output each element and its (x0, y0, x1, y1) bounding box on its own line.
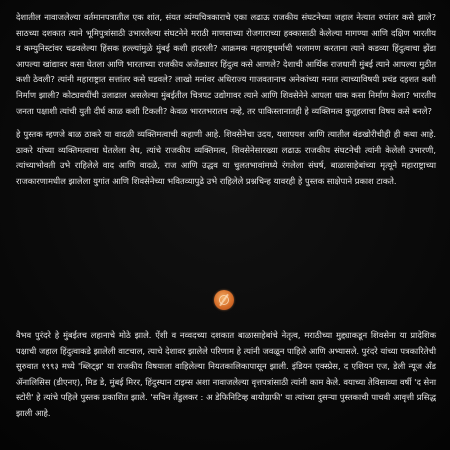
blurb-paragraph-2: हे पुस्तक म्हणजे बाळ ठाकरे या वादळी व्यक्तिमत्वाची कहाणी आहे. शिवसेनेचा उदय, यशापयश आणि त्यातील बंडखोरीचीही ही कथा आहे. ठाकरे यांच्या व्यक्तिमत्वाचा घेतलेला वेध, त्यांचे राजकीय व्यक्तिमत्व, शिवसेनेसारख्या लढाऊ राजकीय संघटनेची त्यांनी केलेली उभारणी, त्यांच्याभोवती उभे राहिलेले वाद आणि वादळे, राज आणि उद्धव या चुलतभावांमध्ये रंगलेला संघर्ष, बाळासाहेबांच्या मृत्यूने महाराष्ट्राच्या राजकारणामधील झालेला युगांत आणि शिवसेनेच्या भवितव्यापुढे उभे राहिलेले प्रश्नचिन्ह यावरही हे पुस्तक साक्षेपाने प्रकाश टाकते. (16, 129, 436, 186)
author-bio-paragraph: वैभव पुरंदरे हे मुंबईतच लहानाचे मोठे झाले. ऐंशी व नव्वदच्या दशकात बाळासाहेबांचे नेतृत्व, मराठीच्या मुद्द्याकडून शिवसेना या प्रादेशिक पक्षाची जहाल हिंदुत्वाकडे झालेली वाटचाल, त्याचे देशावर झालेले परिणाम हे त्यांनी जवळून पाहिले आणि अभ्यासले. पुरंदरे यांच्या पत्रकारितेची सुरुवात १९९३ मध्ये 'ब्लिट्झ' या राजकीय विषयाला वाहिलेल्या नियतकालिकापासून झाली. इंडियन एक्स्प्रेस, द एशियन एज, डेली न्यूज अँड ॲनालिसिस (डीएनए), मिड डे, मुंबई मिरर, हिंदुस्थान टाइम्स अशा नावाजलेल्या वृत्तपत्रांसाठी त्यांनी काम केले. वयाच्या तेविसाव्या वर्षी 'द सेना स्टोरी' हे त्यांचे पहिले पुस्तक प्रकाशित झाले. 'सचिन तेंडुलकर : अ डेफिनिटिव्ह बायोग्राफी' या त्यांच्या दुसऱ्या पुस्तकाची पाचवी आवृत्ती प्रसिद्ध झाली आहे. (16, 330, 436, 418)
author-bio (16, 328, 436, 422)
book-blurb (16, 10, 436, 190)
publisher-emblem-icon (214, 290, 234, 310)
blurb-paragraph-1: देशातील नावाजलेल्या वर्तमानपत्रातील एक शांत, संयत व्यंग्यचित्रकाराचे एका लढाऊ राजकीय संघटनेच्या जहाल नेत्यात रुपांतर कसे झाले? साठच्या दशकात त्याने भूमिपुत्रांसाठी उभारलेल्या संघटनेने मराठी माणसाच्या रोजगाराच्या हक्कासाठी केलेल्या मागण्या आणि दक्षिण भारतीय व कम्युनिस्टांवर चढवलेल्या हिंसक हल्ल्यांमुळे मुंबई कशी हादरली? आक्रमक महाराष्ट्रधर्माची भलामण करताना त्याने कडव्या हिंदुत्वाचा झेंडा आपल्या खांद्यावर कसा घेतला आणि भारताच्या राजकीय अजेंड्यावर हिंदुत्व कसे आणले? देशाची आर्थिक राजधानी मुंबई त्याने आपल्या मुठीत कशी ठेवली? त्यांनी महाराष्ट्रात सत्तांतर कसे घडवले? लाखो मनांवर अधिराज्य गाजवतानाच अनेकांच्या मनात त्याच्याविषयी प्रचंड दहशत कशी निर्माण झाली? कोट्यवधींची उलाढाल असलेल्या मुंबईतील चित्रपट उद्योगावर त्याने आणि शिवसेनेने आपला धाक कसा निर्माण केला? भारतीय जनता पक्षाशी त्यांची युती दीर्घ काळ कशी टिकली? केवळ भारतभरातच नव्हे, तर पाकिस्तानातही हे व्यक्तिमत्व कुतूहलाचा विषय कसे बनले? (16, 12, 436, 116)
